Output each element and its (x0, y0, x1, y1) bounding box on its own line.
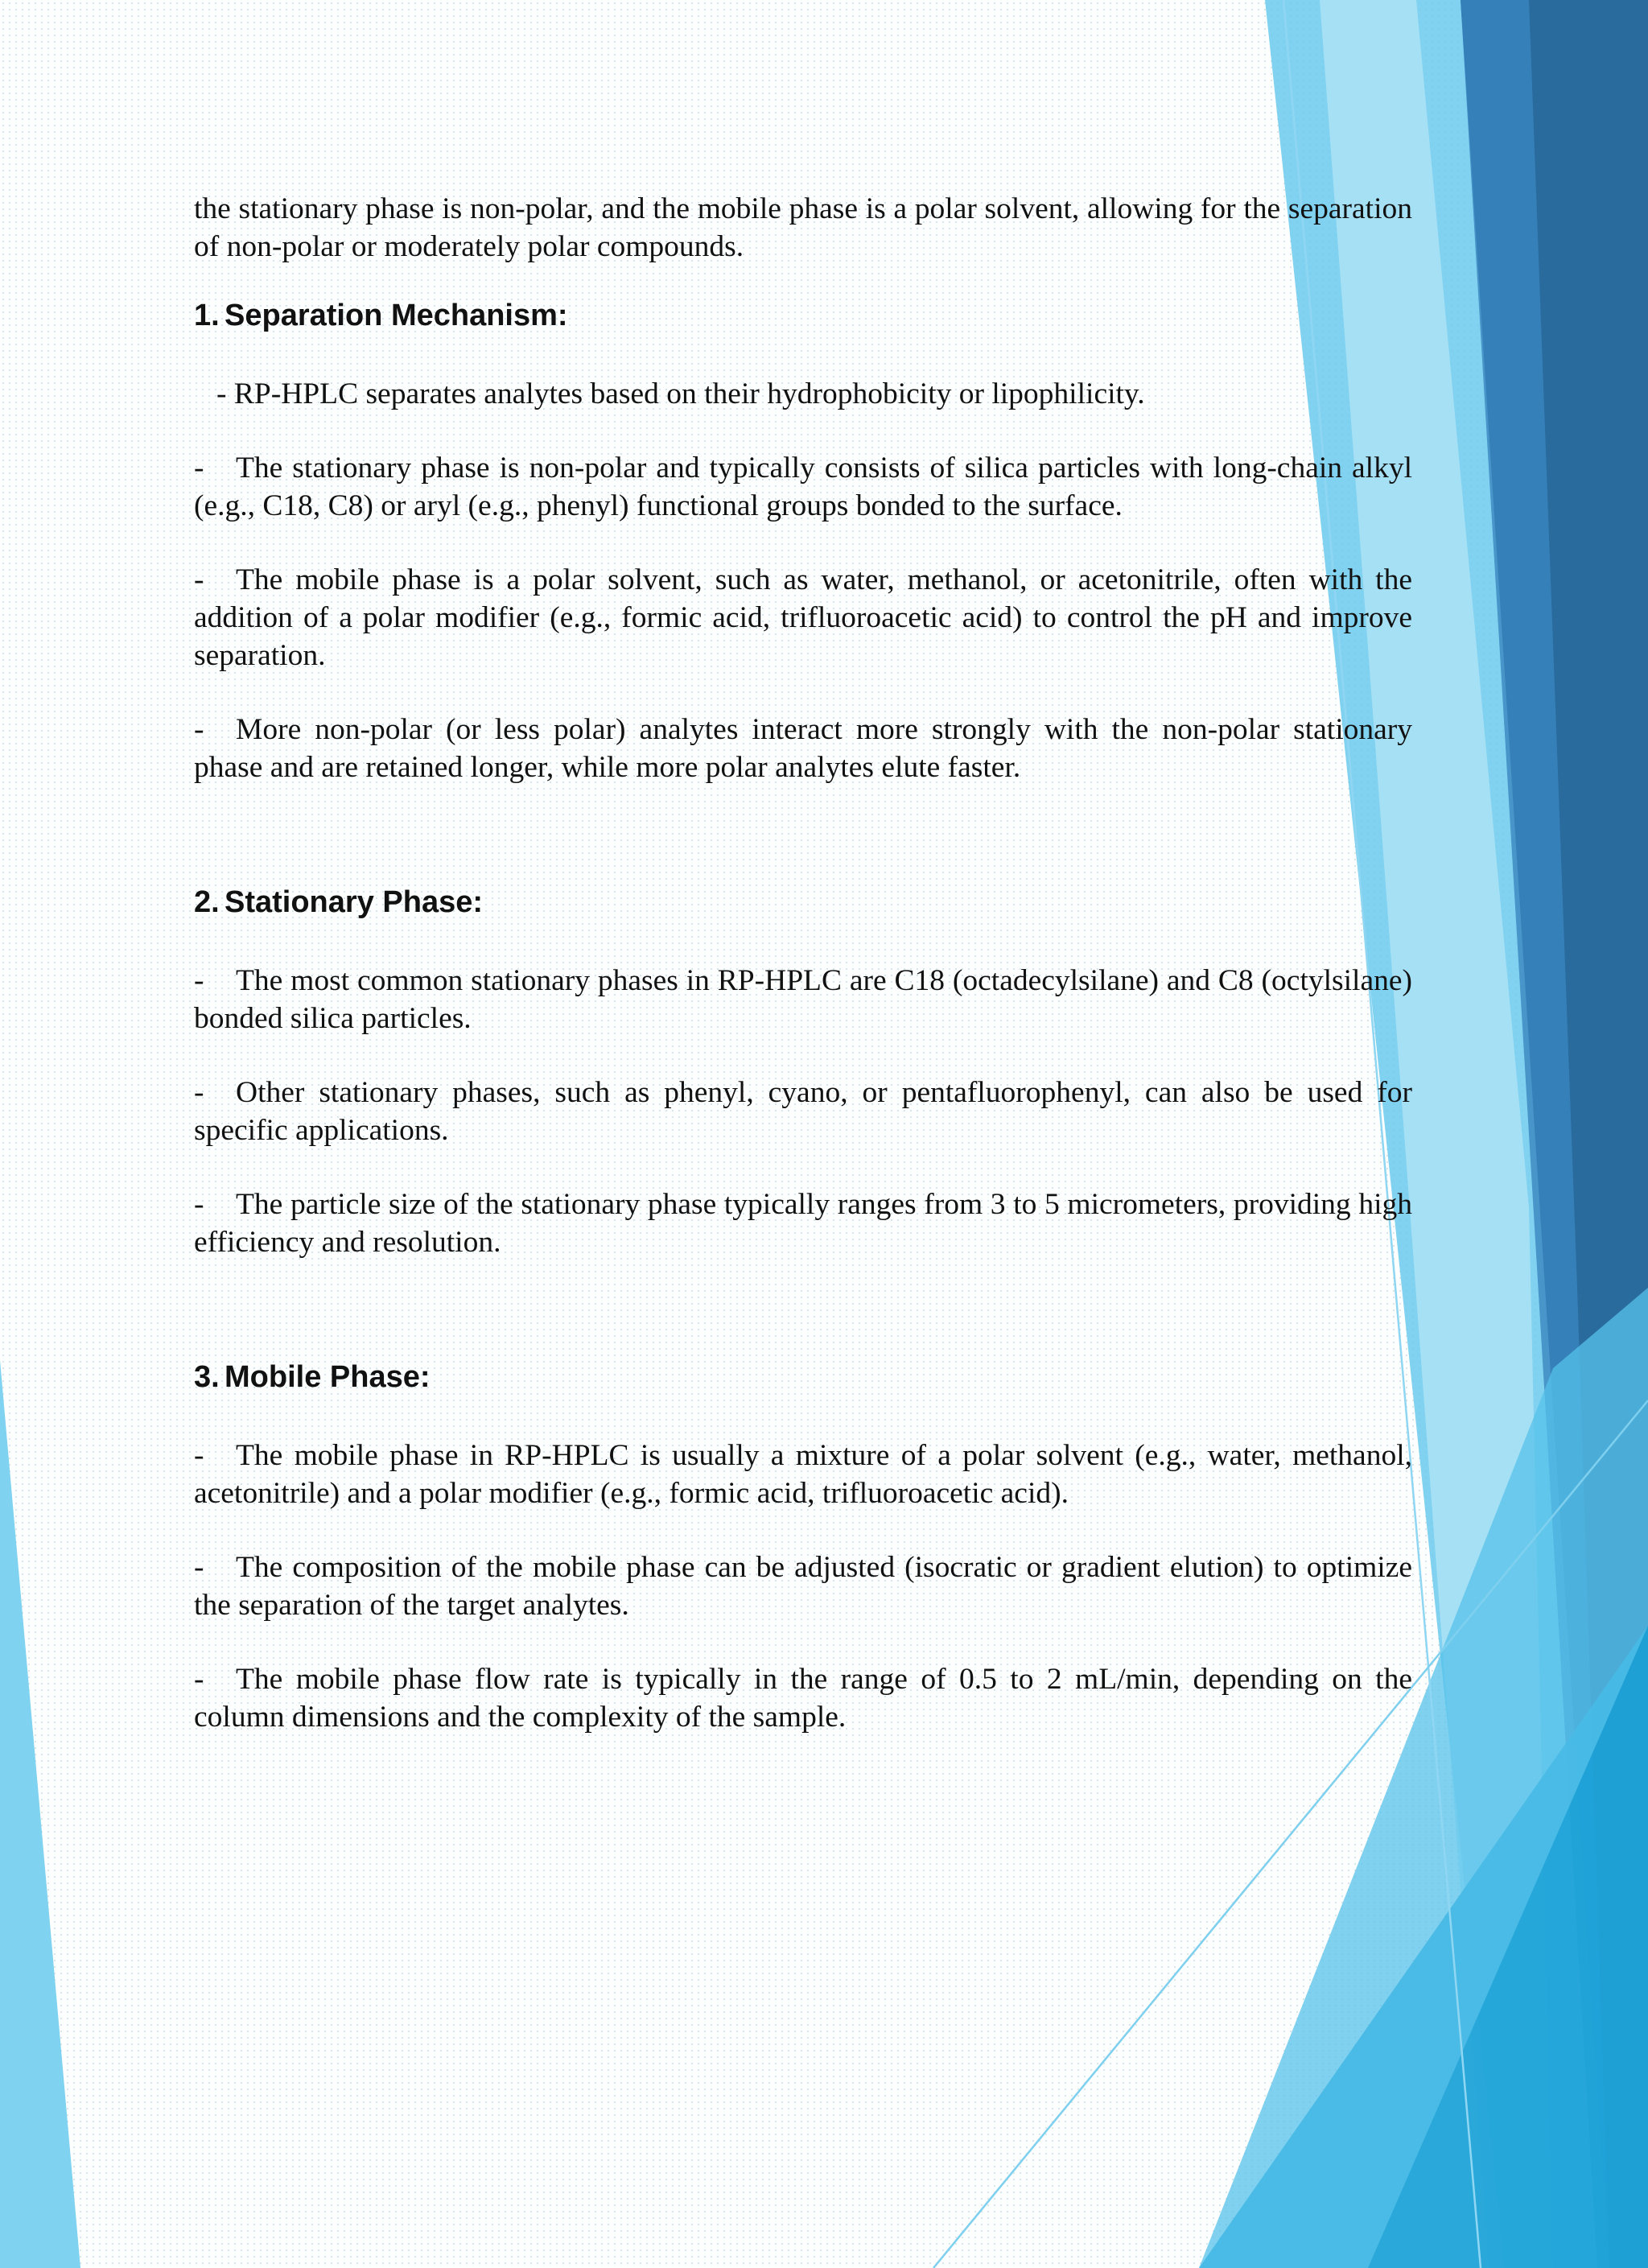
document-body (194, 190, 1412, 1736)
bullet-item (194, 1074, 1412, 1149)
section-heading-stationary-phase (194, 881, 1412, 923)
bullet-item (194, 561, 1412, 674)
intro-paragraph: the stationary phase is non-polar, and the mobile phase is a polar solvent, allowing for the separation of non-polar or moderately polar compounds. (194, 192, 1412, 263)
bullet-text: RP-HPLC separates analytes based on their hydrophobicity or lipophilicity. (233, 377, 1145, 410)
left-accent-shape (0, 1360, 80, 2268)
bullet-text: The composition of the mobile phase can be adjusted (isocratic or gradient elution) to optimize the separation of the target analytes. (194, 1551, 1412, 1622)
section-number: 2. (194, 885, 220, 919)
bullet-marker: - (194, 1663, 204, 1696)
bullet-text: The mobile phase flow rate is typically in the range of 0.5 to 2 mL/min, depending on the column dimensions and the complexity of the sample. (194, 1663, 1412, 1734)
section-heading-mobile-phase (194, 1356, 1412, 1398)
section-number: 3. (194, 1360, 220, 1394)
bullet-marker: - (194, 1188, 204, 1221)
bullet-text: More non-polar (or less polar) analytes interact more strongly with the non-polar stationary phase and are retained longer, while more polar analytes elute faster. (194, 713, 1412, 784)
bullet-item (194, 1186, 1412, 1261)
bullet-marker: - (194, 563, 204, 596)
bullet-marker: - (194, 713, 204, 746)
section-number: 1. (194, 299, 220, 332)
bullet-item (194, 711, 1412, 786)
bullet-text: The most common stationary phases in RP-HPLC are C18 (octadecylsilane) and C8 (octylsilane) bonded silica particles. (194, 964, 1412, 1035)
bullet-item (194, 962, 1412, 1037)
bullet-marker: - (194, 1439, 204, 1472)
bullet-item (194, 1437, 1412, 1512)
section-title: Stationary Phase: (225, 885, 483, 919)
section-heading-separation-mechanism (194, 295, 1412, 336)
bullet-marker: - (194, 964, 204, 997)
section-title: Separation Mechanism: (225, 299, 568, 332)
section-title: Mobile Phase: (225, 1360, 431, 1394)
bullet-marker: - (216, 377, 227, 410)
bullet-item (194, 449, 1412, 525)
bullet-text: The stationary phase is non-polar and typically consists of silica particles with long-chain alkyl (e.g., C18, C8) or aryl (e.g., phenyl) functional groups bonded to the surface. (194, 452, 1412, 522)
bullet-item (194, 1660, 1412, 1736)
bullet-text: Other stationary phases, such as phenyl, cyano, or pentafluorophenyl, can also be used for specific applications. (194, 1076, 1412, 1147)
bullet-marker: - (194, 1551, 204, 1584)
bullet-item (194, 1548, 1412, 1624)
bullet-item (194, 375, 1412, 413)
bullet-text: The mobile phase is a polar solvent, such as water, methanol, or acetonitrile, often with the addition of a polar modifier (e.g., formic acid, trifluoroacetic acid) to control the pH and improve separation. (194, 563, 1412, 672)
bullet-marker: - (194, 1076, 204, 1109)
bullet-marker: - (194, 452, 204, 485)
bullet-text: The particle size of the stationary phase typically ranges from 3 to 5 micrometers, providing high efficiency and resolution. (194, 1188, 1412, 1259)
bullet-text: The mobile phase in RP-HPLC is usually a mixture of a polar solvent (e.g., water, methanol, acetonitrile) and a polar modifier (e.g., formic acid, trifluoroacetic acid). (194, 1439, 1412, 1510)
